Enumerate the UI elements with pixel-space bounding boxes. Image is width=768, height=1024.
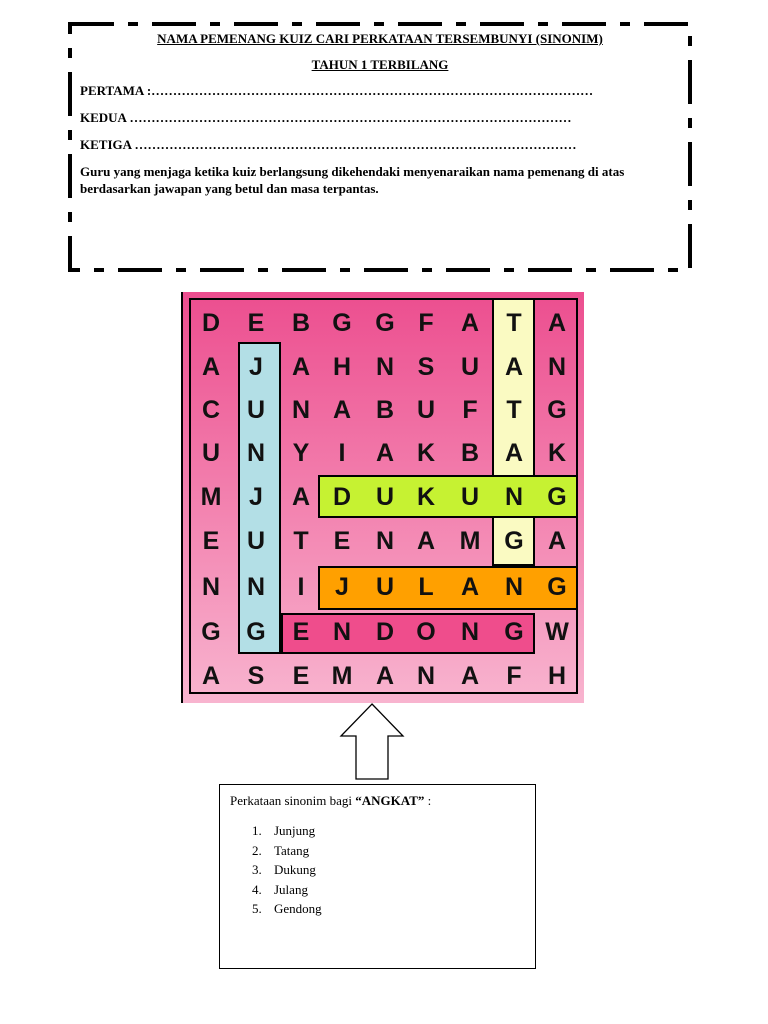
grid-letter: A [375,439,395,467]
grid-letter: U [201,439,221,467]
grid-letter: A [291,353,311,381]
grid-letter: F [418,309,434,337]
up-arrow-icon [338,702,406,782]
grid-letter: H [547,662,567,690]
answer-box [219,784,536,969]
grid-letter: C [201,396,221,424]
grid-letter: M [200,483,222,511]
grid-letter: U [375,573,395,601]
grid-letter: N [416,662,436,690]
grid-letter: A [375,662,395,690]
grid-letter: A [416,527,436,555]
grid-letter: G [504,527,524,555]
grid-letter: K [547,439,567,467]
answer-word: Dukung [274,862,316,877]
grid-letter: G [547,573,567,601]
list-item [252,860,322,880]
grid-letter: L [418,573,434,601]
grid-letter: S [417,353,435,381]
grid-letter: I [338,439,346,467]
grid-letter: A [460,309,480,337]
grid-letter: E [292,662,310,690]
grid-letter: N [246,439,266,467]
list-number: 3. [252,862,262,877]
list-number: 5. [252,901,262,916]
grid-letter: D [332,483,352,511]
grid-letter: H [332,353,352,381]
second-place-line: KEDUA ………………………………………………………………………………………… [80,110,572,125]
answer-word: Junjung [274,823,316,838]
answer-word: Tatang [274,842,310,858]
grid-letter: U [460,353,480,381]
grid-letter: K [416,483,436,511]
grid-letter: O [416,618,436,646]
answer-word: Julang [274,881,308,897]
grid-letter: J [249,353,263,381]
grid-letter: N [246,573,266,601]
grid-letter: N [547,353,567,381]
grid-letter: A [201,662,221,690]
winners-box [68,22,692,272]
grid-letter: A [460,573,480,601]
first-place-line: PERTAMA :………………………………………………………………………………………… [80,83,594,98]
list-number: 4. [252,881,262,897]
grid-letter: E [333,527,351,555]
grid-letter: N [504,483,524,511]
grid-letter: E [202,527,220,555]
answer-heading-prefix: Perkataan sinonim bagi [230,793,356,808]
grid-letter: U [416,396,436,424]
grid-letter: G [246,618,266,646]
answer-heading [230,793,431,809]
answer-heading-word: “ANGKAT” [355,793,425,808]
grid-letter: F [506,662,522,690]
grid-letter: N [201,573,221,601]
teacher-instruction: Guru yang menjaga ketika kuiz berlangsung dikehendaki menyenaraikan nama pemenang di atas berdasarkan jawapan yang betul dan masa terpantas. [80,164,625,196]
page-title: NAMA PEMENANG KUIZ CARI PERKATAAN TERSEMBUNYI (SINONIM) [157,31,603,46]
list-item [252,841,322,861]
grid-letter: B [460,439,480,467]
third-place-line: KETIGA ………………………………………………………………………………………… [80,137,577,152]
grid-letter: W [545,618,569,646]
grid-letter: N [375,527,395,555]
grid-letter: B [291,309,311,337]
grid-letter: A [504,353,524,381]
grid-letter: A [504,439,524,467]
grid-letter: T [293,527,309,555]
grid-letter: N [375,353,395,381]
grid-letter: N [504,573,524,601]
grid-letter: G [547,396,567,424]
grid-letter: G [332,309,352,337]
grid-letter: E [247,309,265,337]
grid-letter: N [460,618,480,646]
grid-letter: U [246,527,266,555]
list-item [252,899,322,919]
grid-letter: Y [292,439,310,467]
grid-letter: S [247,662,265,690]
grid-letter: U [460,483,480,511]
grid-letter: A [547,309,567,337]
list-number: 1. [252,823,262,838]
grid-letter: G [201,618,221,646]
list-item [252,880,322,900]
grid-letter: T [506,396,522,424]
grid-letter: N [332,618,352,646]
grid-letter: F [462,396,478,424]
grid-letter: G [547,483,567,511]
grid-letter: G [504,618,524,646]
answer-list [252,821,322,919]
grid-letter: J [335,573,349,601]
grid-letter: A [460,662,480,690]
grid-letter: G [375,309,395,337]
grid-letter: D [375,618,395,646]
grid-letter: I [297,573,305,601]
grid-letter: B [375,396,395,424]
list-item [252,821,322,841]
grid-letter: M [459,527,481,555]
grid-letter: A [547,527,567,555]
grid-letter: U [246,396,266,424]
grid-letter: K [416,439,436,467]
grid-letter: J [249,483,263,511]
grid-letter: A [332,396,352,424]
list-number: 2. [252,842,262,858]
answer-heading-suffix: : [424,793,432,808]
grid-letter: M [331,662,353,690]
page-subtitle: TAHUN 1 TERBILANG [311,57,449,72]
grid-letter: E [292,618,310,646]
answer-word: Gendong [274,901,322,916]
grid-letter: D [201,309,221,337]
grid-letter: A [291,483,311,511]
grid-letter: A [201,353,221,381]
grid-letter: T [506,309,522,337]
grid-letter: N [291,396,311,424]
puzzle-edge-line [181,292,183,703]
grid-letter: U [375,483,395,511]
